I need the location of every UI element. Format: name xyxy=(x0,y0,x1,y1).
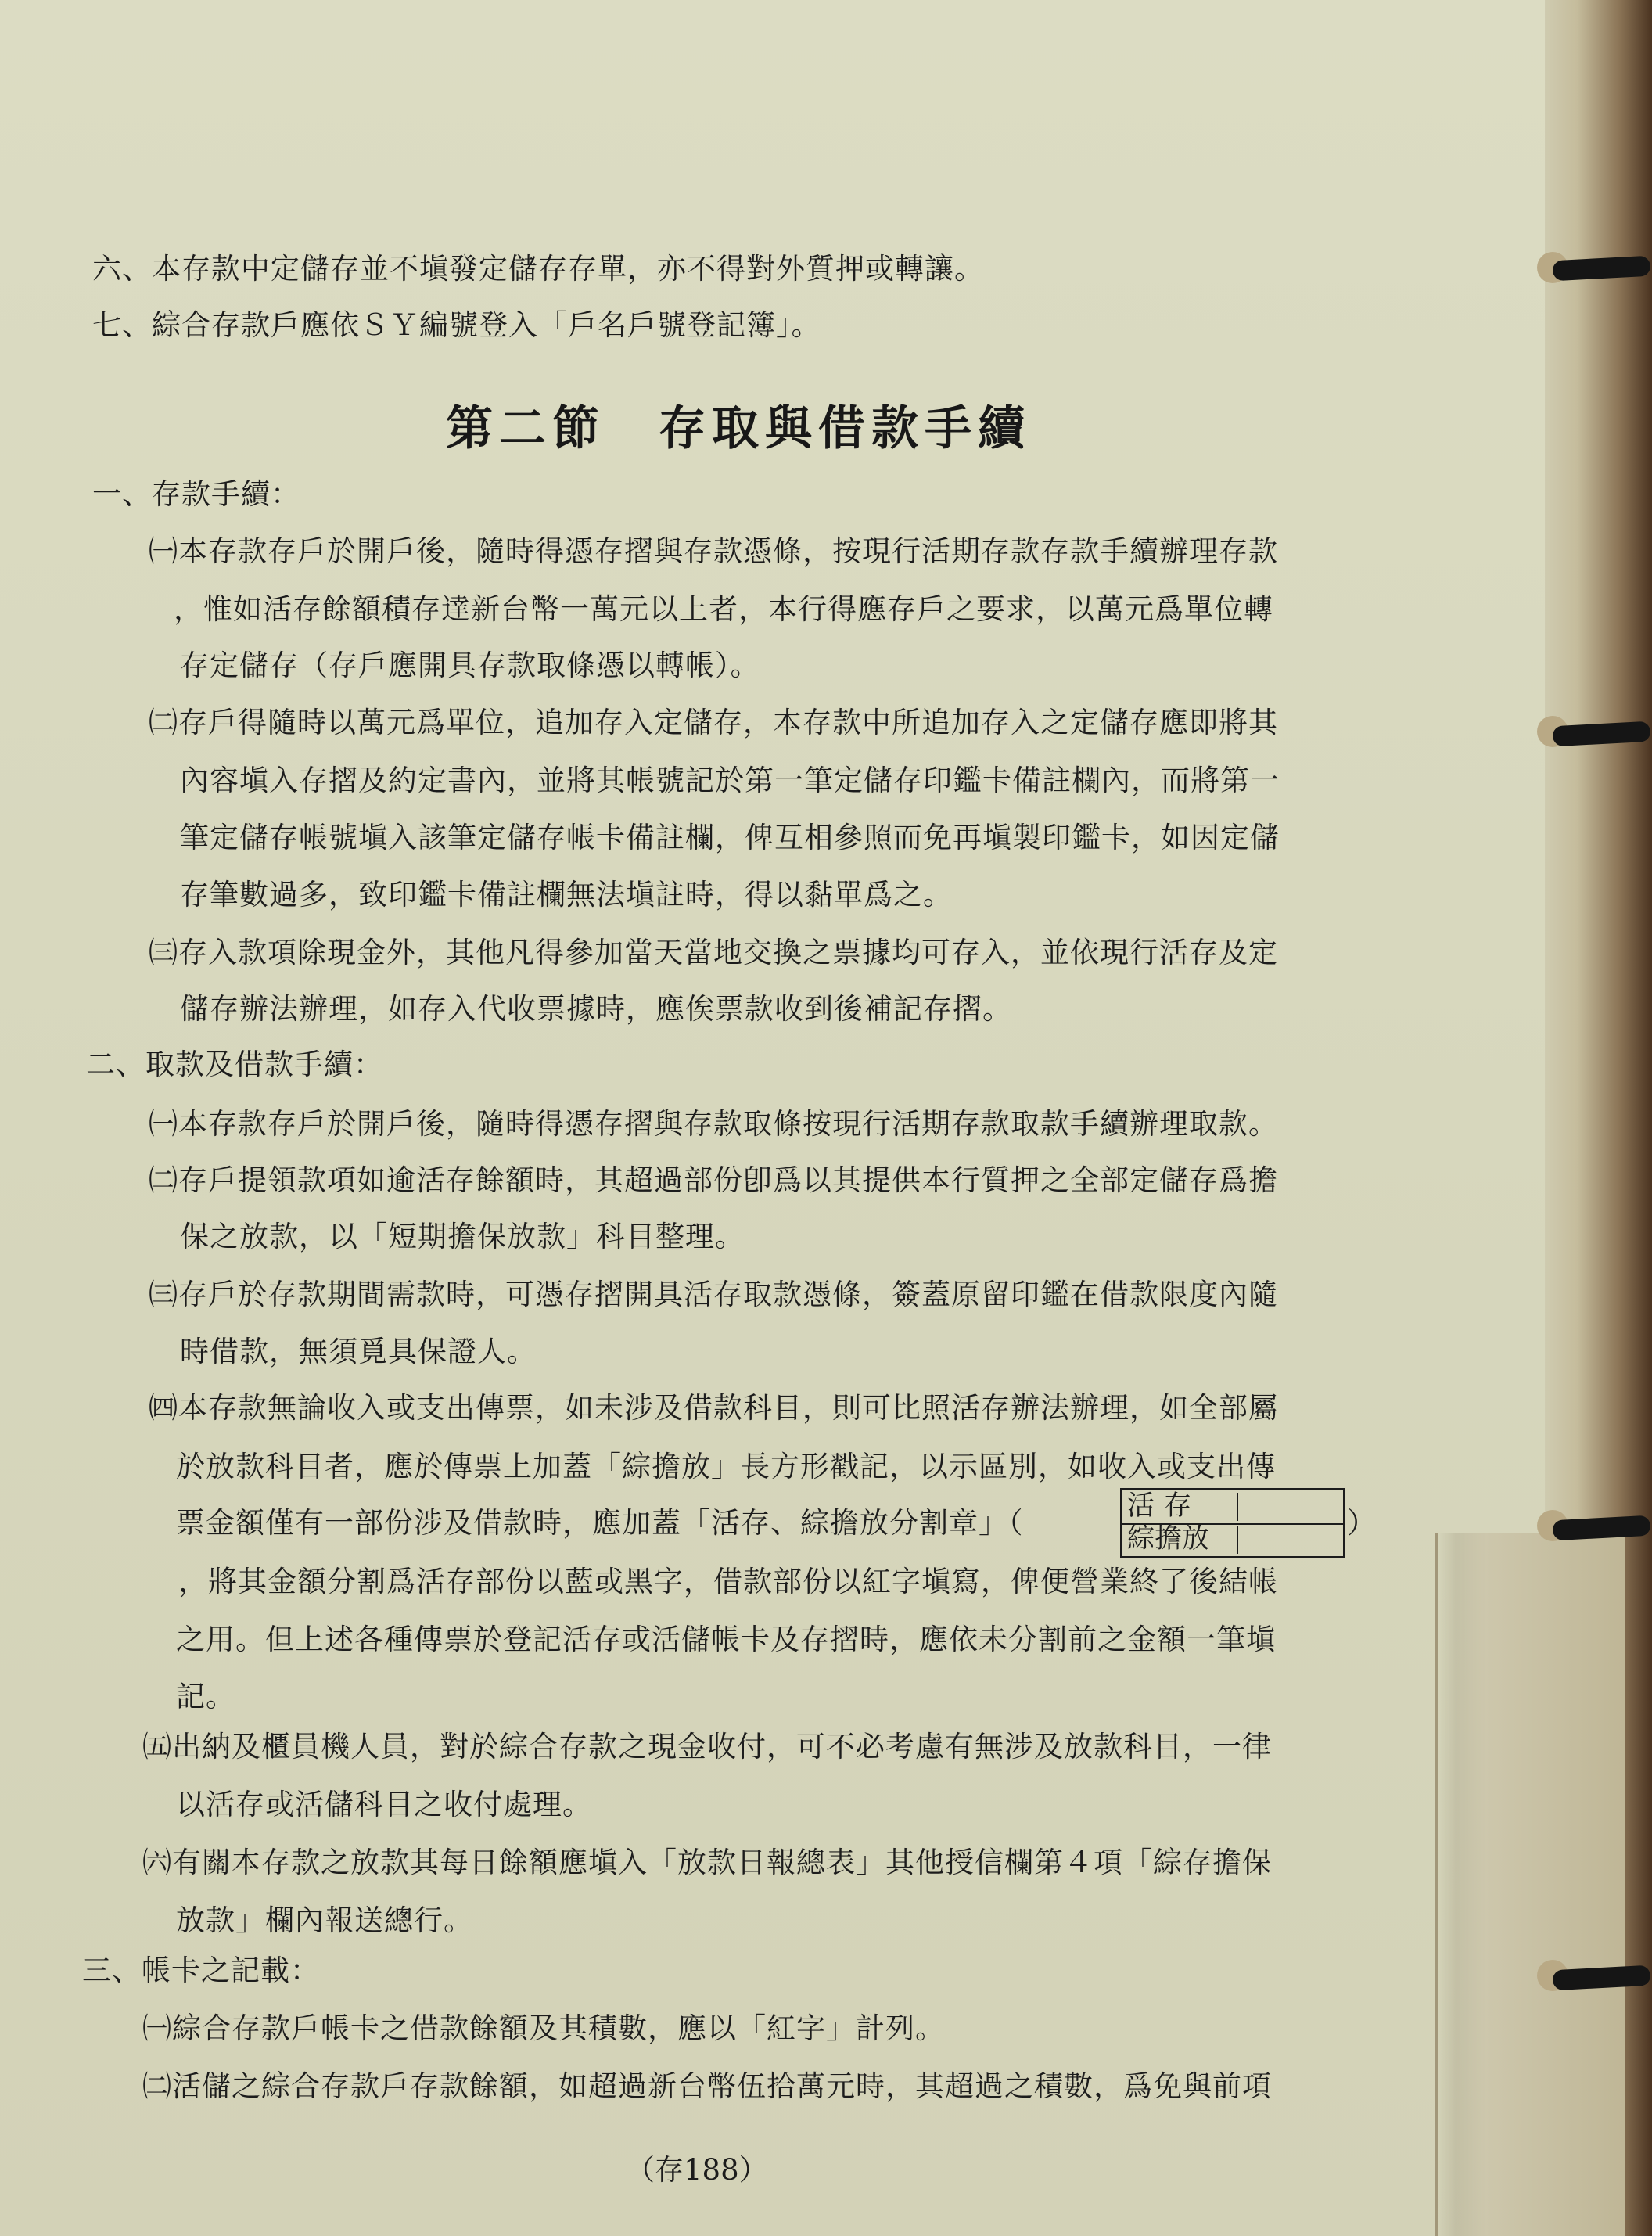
stamp-row-current xyxy=(1122,1490,1343,1525)
text-line: 存筆數過多，致印鑑卡備註欄無法塡註時，得以黏單爲之。 xyxy=(180,878,953,911)
text-line: 於放款科目者，應於傳票上加蓋「綜擔放」長方形戳記，以示區別，如收入或支出傳 xyxy=(176,1450,1276,1483)
text-line: ，將其金額分割爲活存部份以藍或黑字，借款部份以紅字塡寫，俾便營業終了後結帳 xyxy=(178,1565,1278,1598)
split-stamp-box xyxy=(1120,1488,1345,1558)
section-title: 第二節 存取與借款手續 xyxy=(446,401,1031,456)
stamp-row-secured-loan xyxy=(1122,1523,1343,1556)
text-line: 筆定儲存帳號塡入該筆定儲存帳卡備註欄，俾互相參照而免再塡製印鑑卡，如因定儲 xyxy=(180,821,1280,854)
text-line: 記。 xyxy=(176,1680,235,1713)
text-line: ㈢存戶於存款期間需款時，可憑存摺開具活存取款憑條，簽蓋原留印鑑在借款限度內隨 xyxy=(149,1278,1278,1311)
text-line: 儲存辦法辦理，如存入代收票據時，應俟票款收到後補記存摺。 xyxy=(180,992,1012,1026)
text-line: 放款」欄內報送總行。 xyxy=(176,1903,473,1937)
text-line: ㈢存入款項除現金外，其他凡得參加當天當地交換之票據均可存入，並依現行活存及定 xyxy=(149,936,1278,969)
stamp-label-current: 活存 xyxy=(1127,1493,1238,1521)
stamp-close-paren: ） xyxy=(1347,1506,1377,1540)
text-line: 內容塡入存摺及約定書內，並將其帳號記於第一筆定儲存印鑑卡備註欄內，而將第一 xyxy=(180,764,1280,797)
text-line: ㈤出納及櫃員機人員，對於綜合存款之現金收付，可不必考慮有無涉及放款科目，一律 xyxy=(142,1730,1272,1763)
clause-seven: 七、綜合存款戶應依ＳＹ編號登入「戶名戶號登記簿」。 xyxy=(92,308,821,342)
text-line: ㈣本存款無論收入或支出傳票，如未涉及借款科目，則可比照活存辦法辦理，如全部屬 xyxy=(149,1391,1278,1425)
text-line: ，惟如活存餘額積存達新台幣一萬元以上者，本行得應存戶之要求，以萬元爲單位轉 xyxy=(174,592,1273,626)
text-line: ㈠綜合存款戶帳卡之借款餘額及其積數，應以「紅字」計列。 xyxy=(142,2011,945,2045)
text-line: 存定儲存（存戶應開具存款取條憑以轉帳）。 xyxy=(180,649,760,682)
page-number: （存188） xyxy=(626,2153,768,2187)
text-line: ㈠本存款存戶於開戶後，隨時得憑存摺與存款憑條，按現行活期存款存款手續辦理存款 xyxy=(149,534,1278,568)
clause-six: 六、本存款中定儲存並不塡發定儲存存單，亦不得對外質押或轉讓。 xyxy=(92,252,984,286)
heading-ledger: 三、帳卡之記載： xyxy=(82,1954,320,1987)
stamp-label-secured-loan: 綜擔放 xyxy=(1127,1526,1238,1554)
text-line: ㈠本存款存戶於開戶後，隨時得憑存摺與存款取條按現行活期存款取款手續辦理取款。 xyxy=(149,1107,1278,1141)
text-line: 以活存或活儲科目之收付處理。 xyxy=(176,1788,592,1821)
text-line: ㈡存戶提領款項如逾活存餘額時，其超過部份卽爲以其提供本行質押之全部定儲存爲擔 xyxy=(149,1163,1278,1197)
text-line: 時借款，無須覓具保證人。 xyxy=(180,1335,537,1368)
text-line: ㈡存戶得隨時以萬元爲單位，追加存入定儲存，本存款中所追加存入之定儲存應即將其 xyxy=(149,706,1278,739)
folded-page-flap xyxy=(1435,1533,1625,2236)
text-line: ㈡活儲之綜合存款戶存款餘額，如超過新台幣伍拾萬元時，其超過之積數，爲免與前項 xyxy=(142,2069,1272,2103)
heading-deposit: 一、存款手續： xyxy=(92,477,300,511)
text-line: 保之放款，以「短期擔保放款」科目整理。 xyxy=(180,1220,745,1253)
heading-withdrawal: 二、取款及借款手續： xyxy=(86,1048,383,1081)
text-line: 之用。但上述各種傳票於登記活存或活儲帳卡及存摺時，應依未分割前之金額一筆塡 xyxy=(176,1623,1276,1656)
text-line: ㈥有關本存款之放款其每日餘額應塡入「放款日報總表」其他授信欄第４項「綜存擔保 xyxy=(142,1846,1272,1879)
text-line: 票金額僅有一部份涉及借款時，應加蓋「活存、綜擔放分割章」（ xyxy=(176,1506,1024,1540)
